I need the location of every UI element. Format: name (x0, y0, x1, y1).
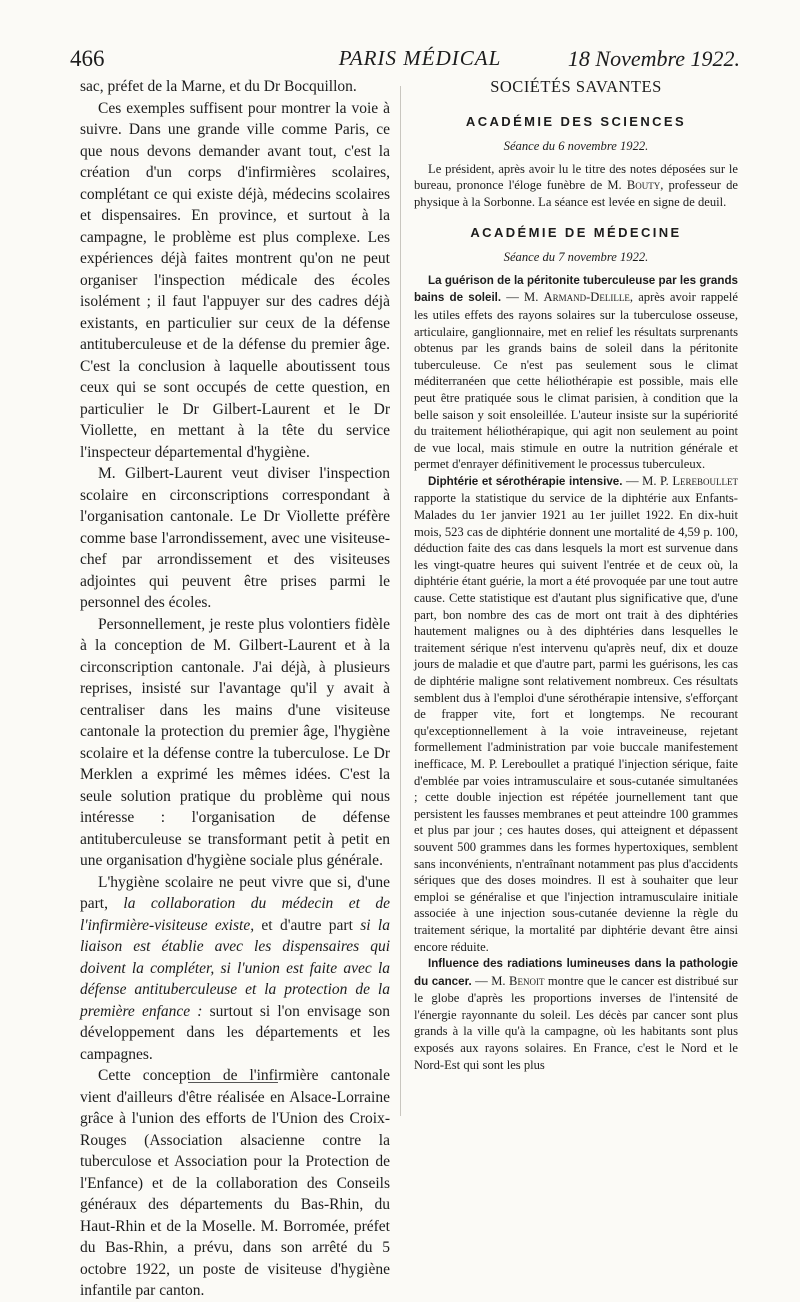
column-divider (400, 86, 401, 1116)
text-run: — M. (471, 973, 510, 988)
right-column (414, 76, 738, 1073)
italic-run: si la liaison est établie avec les dispensaires qui doivent la compléter, si l'union est faite avec la défense antituberculeuse et la protection de la première enfance : (80, 916, 390, 1020)
text-run: et d'autre part (254, 916, 361, 934)
spacer (414, 211, 738, 225)
left-column (80, 76, 390, 1302)
paragraph: Personnellement, je reste plus volontiers fidèle à la conception de M. Gilbert-Laurent et à la circonscription cantonale. J'ai déjà, à plusieurs reprises, insisté sur l'avantage qu'il y avait à centraliser dans les mains d'une visiteuse cantonale la protection du premier âge, l'hygiène scolaire et la défense contre la tuberculose. Le Dr Merklen a exprimé les mêmes idées. C'est la seule solution pratique du problème qui nous intéresse : l'organisation de défense antituberculeuse se transformant petit à petit en une organisation d'hygiène sociale plus générale. (80, 615, 390, 869)
issue-date: 18 Novembre 1922. (567, 46, 740, 71)
paragraph: M. Gilbert-Laurent veut diviser l'inspection scolaire en circonscriptions correspondant à l'organisation cantonale. Le Dr Viollette préfère comme base l'arrondissement, avec une visiteuse-chef par arrondissement et des visiteuses adjointes qui peuvent être prises parmi le personnel des écoles. (80, 465, 390, 611)
paragraph (414, 955, 738, 1073)
text-run: Le président, après avoir lu le titre des notes déposées sur le bureau, prononce l'éloge funèbre de M. (414, 161, 738, 193)
journal-title: PARIS MÉDICAL (338, 46, 502, 70)
person-name: Bouty (626, 178, 661, 193)
text-run: , professeur de physique à la Sorbonne. La séance est levée en signe de deuil. (414, 178, 738, 209)
person-name: Lereboullet (672, 473, 738, 488)
subject-title: La guérison de la péritonite tuberculeuse par les grands bains de soleil. (414, 273, 738, 305)
text-run: L'hygiène scolaire ne peut vivre que si, d'une part, (80, 873, 390, 912)
academy-heading: ACADÉMIE DE MÉDECINE (470, 224, 682, 240)
paragraph (414, 161, 738, 211)
subject-title: Diphtérie et sérothérapie intensive. (428, 474, 623, 488)
academy-heading: ACADÉMIE DES SCIENCES (465, 113, 687, 129)
paragraph (80, 872, 390, 1066)
page-number: 466 (70, 46, 105, 71)
paragraph: Ces exemples suffisent pour montrer la voie à suivre. Dans une grande ville comme Paris, ce que nous devons demander avant tout, c'est la création d'un corps d'infirmières scolaires, complétant ce qui existe déjà, médecins scolaires et dispensaires. En province, et surtout à la campagne, le problème est plus complexe. Les expériences déjà faites montrent qu'on ne peut organiser l'inspection médicale des écoles isolément ; il faut l'appuyer sur des cadres déjà existants, en particulier sur ceux de la défense antituberculeuse et de la défense du premier âge. C'est la conclusion à laquelle aboutissent tous ceux qui se sont occupés de cette question, en particulier le Dr Gilbert-Laurent et le Dr Viollette, en mettant à la tête du service l'inspecteur départemental d'hygiène. (80, 99, 390, 461)
subject-title: Influence des radiations lumineuses dans la pathologie du cancer. (414, 957, 738, 988)
text-run: — M. (501, 290, 544, 305)
text-run: , après avoir rappelé les utiles effets des rayons solaires sur la tuberculose osseuse, articulaire, ganglionnaire, met en relief les résultats surprenants obtenus par les grands bains de soleil dans la péritonite tuberculeuse. Ce n'est pas seulement sous le climat méditerranéen que cette héliothérapie est possible, mais elle peut être pratiquée sous le climat parisien, à condition que la belle saison y soit ensoleillée. L'auteur insiste sur la supériorité du traitement héliothérapique, qui agit non seulement au point de vue local, mais stimule en outre la nutrition générale et permet d'enrayer définitivement le processus tuberculeux. (414, 290, 738, 472)
session-date: Séance du 6 novembre 1922. (503, 139, 649, 154)
paragraph (414, 272, 738, 473)
paragraph: Cette conception de l'infirmière cantonale vient d'ailleurs d'être réalisée en Alsace-Lorraine grâce à l'union des efforts de l'Union des Croix-Rouges (Association alsacienne contre la tuberculose et Association pour la Protection de l'Enfance) et de la collaboration des Conseils généraux des départements du Bas-Rhin, du Haut-Rhin et de la Moselle. M. Borromée, préfet du Bas-Rhin, a prévu, dans son arrêté du 5 octobre 1922, un poste de visiteuse d'hygiène infantile par canton. (80, 1067, 390, 1299)
text-run: surtout si l'on envisage son développement dans les départements et les campagnes. (80, 1002, 390, 1063)
paragraph (414, 473, 738, 955)
person-name: Benoit (509, 973, 545, 988)
text-run: — M. P. (622, 473, 673, 488)
text-run: rapporte la statistique du service de la diphtérie aux Enfants-Malades du 1er janvier 1921 au 1er juillet 1922. En dix-huit mois, 523 cas de diphtérie donnent une mortalité de 4,59 p. 100, déduction faite des cas dans lesquels la mort est survenue dans les vingt-quatre heures qui suivent l'entrée et de ceux où, la diphtérie étant guérie, la mort a été provoquée par une tout autre cause. Cette statistique est d'autant plus significative que, d'une part, bon nombre des cas de mort ont trait à des diphtéries hautement malignes ou à des diphtéries dans lesquelles le traitement sérique n'est intervenu qu'après neuf, dix et douze jours de maladie et que d'autre part, parmi les guérisons, les cas de diphtérie maligne sont relativement nombreux. Ces résultats semblent dus à l'emploi d'une sérothérapie intensive, s'efforçant de frapper vite, fort et longtemps. Ne recourant qu'exceptionnellement à la voie intraveineuse, rejetant formellement l'administration par voie buccale manifestement inefficace, M. P. Lereboullet a pratiqué l'injection sérique, faite d'emblée par voies intramusculaire et sous-cutanée simultanées ; cette double injection est répétée journellement tant que persistent les fausses membranes et peut atteindre 100 grammes et plus par jour ; ces hautes doses, qui atteignent et dépassent souvent 500 grammes dans les formes hypertoxiques, semblent sans inconvénients, n'entraînant notamment pas plus d'accidents sériques que des doses moindres. Il est à souhaiter que leur emploi se généralise et que l'injection intramusculaire initiale associée à une injection sous-cutanée devienne la règle du traitement sérique, la mortalité par diphtérie devant être ainsi encore réduite. (414, 491, 738, 954)
italic-run: la collaboration du médecin et de l'infirmière-visiteuse existe, (80, 895, 390, 934)
person-name: Armand-Delille (543, 290, 630, 305)
page-header (70, 46, 740, 76)
session-date: Séance du 7 novembre 1922. (503, 250, 649, 265)
section-title: SOCIÉTÉS SAVANTES (490, 77, 662, 96)
paragraph: sac, préfet de la Marne, et du Dr Bocquillon. (80, 78, 357, 95)
footer-rule (188, 1082, 278, 1083)
text-run: montre que le cancer est distribué sur le globe d'après les proportions inverses de l'intensité de l'énergie rayonnante du soleil. Les décès par cancer sont plus grands à la ville qu'à la campagne, où les habitants sont plus exposés aux rayons solaires. En France, c'est le Nord et le Nord-Est qui sont les plus (414, 973, 738, 1072)
